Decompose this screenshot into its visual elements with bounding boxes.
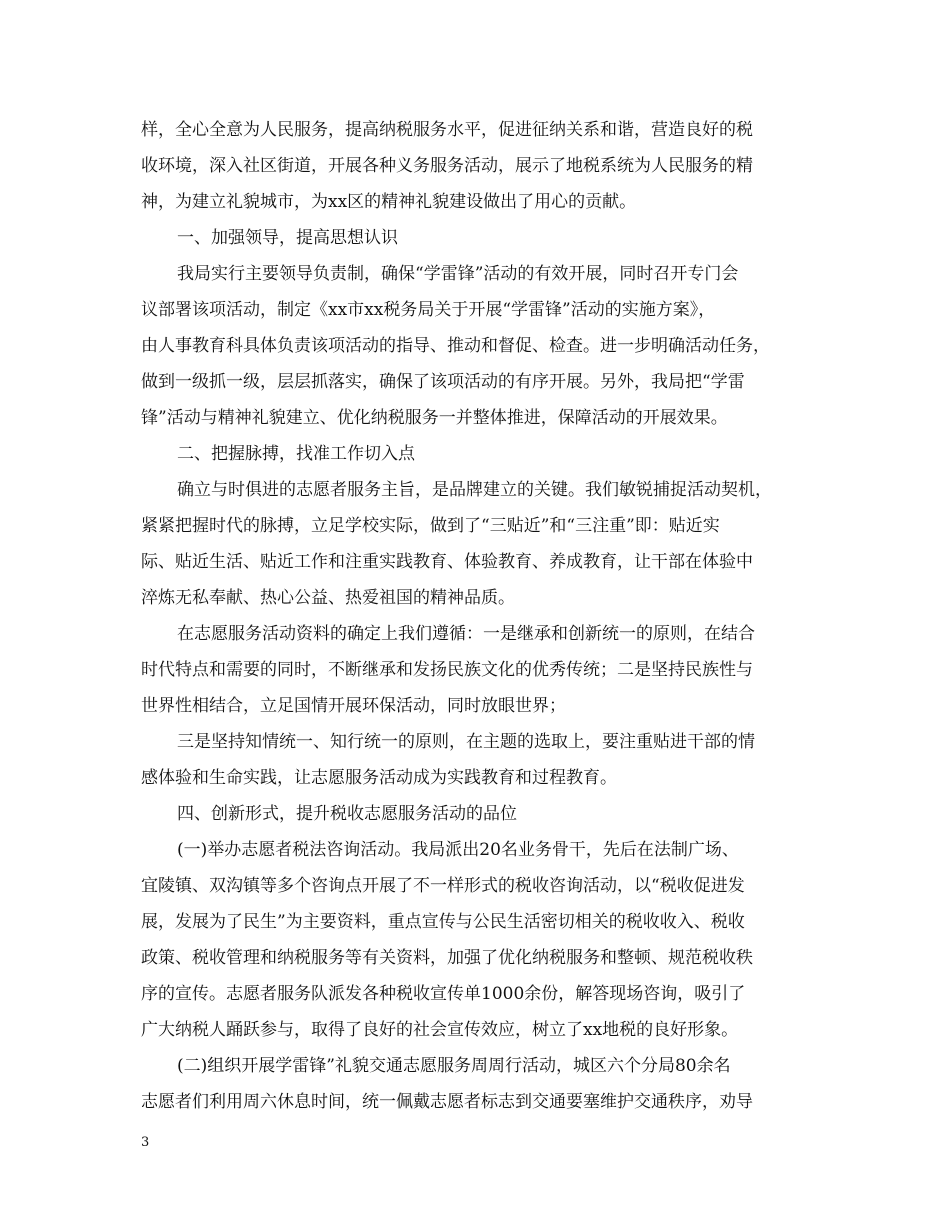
text-line: (一)举办志愿者税法咨询活动。我局派出20名业务骨干，先后在法制广场、 <box>177 840 739 860</box>
text-line: 由人事教育科具体负责该项活动的指导、推动和督促、检查。进一步明确活动任务， <box>141 336 770 356</box>
text-line: 世界性相结合，立足国情开展环保活动，同时放眼世界； <box>141 696 566 716</box>
text-line: 序的宣传。志愿者服务队派发各种税收宣传单1000余份，解答现场咨询，吸引了 <box>141 984 746 1004</box>
section-heading: 二、把握脉搏，找准工作切入点 <box>177 444 415 464</box>
text-line: 时代特点和需要的同时，不断继承和发扬民族文化的优秀传统；二是坚持民族性与 <box>141 660 753 680</box>
page-number: 3 <box>141 1135 150 1150</box>
text-line: 神，为建立礼貌城市，为xx区的精神礼貌建设做出了用心的贡献。 <box>141 192 637 212</box>
text-line: 感体验和生命实践，让志愿服务活动成为实践教育和过程教育。 <box>141 768 617 788</box>
document-body <box>141 112 825 1120</box>
text-line: 淬炼无私奉献、热心公益、热爱祖国的精神品质。 <box>141 588 515 608</box>
text-line: 锋”活动与精神礼貌建立、优化纳税服务一并整体推进，保障活动的开展效果。 <box>141 408 728 428</box>
text-line: 确立与时俱进的志愿者服务主旨，是品牌建立的关键。我们敏锐捕捉活动契机， <box>177 480 772 500</box>
text-line: 紧紧把握时代的脉搏，立足学校实际，做到了“三贴近”和“三注重”即：贴近实 <box>141 516 720 536</box>
text-line: 政策、税收管理和纳税服务等有关资料，加强了优化纳税服务和整顿、规范税收秩 <box>141 948 753 968</box>
text-line: 收环境，深入社区街道，开展各种义务服务活动，展示了地税系统为人民服务的精 <box>141 156 753 176</box>
text-line: (二)组织开展学雷锋”礼貌交通志愿服务周周行活动，城区六个分局80余名 <box>177 1056 731 1076</box>
text-line: 际、贴近生活、贴近工作和注重实践教育、体验教育、养成教育，让干部在体验中 <box>141 552 753 572</box>
text-line: 展，发展为了民生”为主要资料，重点宣传与公民生活密切相关的税收收入、税收 <box>141 912 745 932</box>
text-line: 三是坚持知情统一、知行统一的原则，在主题的选取上，要注重贴进干部的情 <box>177 732 755 752</box>
text-line: 志愿者们利用周六休息时间，统一佩戴志愿者标志到交通要塞维护交通秩序，劝导 <box>141 1092 753 1112</box>
text-line: 议部署该项活动，制定《xx市xx税务局关于开展“学雷锋”活动的实施方案》， <box>141 300 716 320</box>
text-line: 宜陵镇、双沟镇等多个咨询点开展了不一样形式的税收咨询活动，以“税收促进发 <box>141 876 745 896</box>
text-line: 广大纳税人踊跃参与，取得了良好的社会宣传效应，树立了xx地税的良好形象。 <box>141 1020 739 1040</box>
text-line: 做到一级抓一级，层层抓落实，确保了该项活动的有序开展。另外，我局把“学雷 <box>141 372 745 392</box>
text-line: 样，全心全意为人民服务，提高纳税服务水平，促进征纳关系和谐，营造良好的税 <box>141 120 753 140</box>
text-line: 在志愿服务活动资料的确定上我们遵循：一是继承和创新统一的原则，在结合 <box>177 624 755 644</box>
section-heading: 四、创新形式，提升税收志愿服务活动的品位 <box>177 804 517 824</box>
text-line: 我局实行主要领导负责制，确保“学雷锋”活动的有效开展，同时召开专门会 <box>177 264 739 284</box>
section-heading: 一、加强领导，提高思想认识 <box>177 228 398 248</box>
